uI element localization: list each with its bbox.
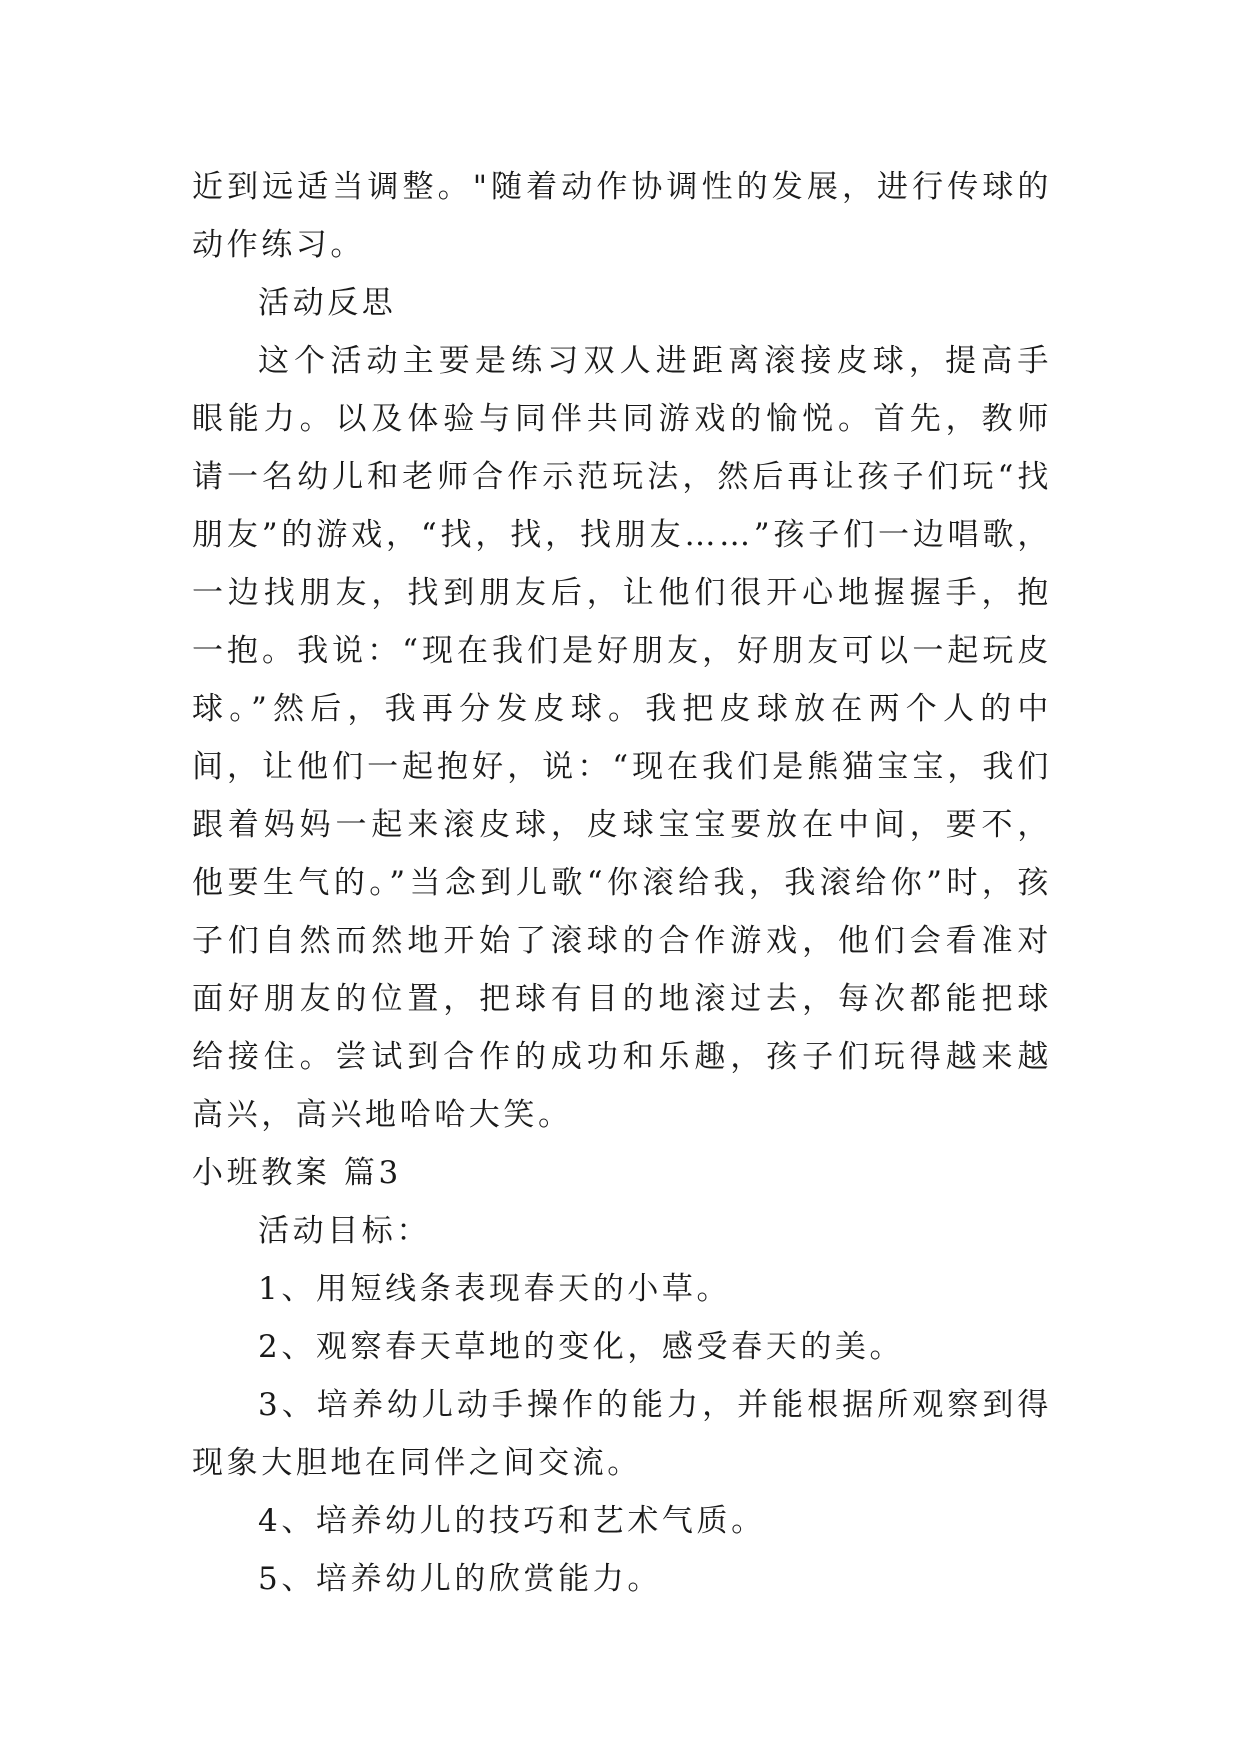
paragraph-reflection-body: 这个活动主要是练习双人进距离滚接皮球，提高手眼能力。以及体验与同伴共同游戏的愉悦。首先，教师请一名幼儿和老师合作示范玩法，然后再让孩子们玩“找朋友”的游戏，“找，找，找朋友……”孩子们一边唱歌，一边找朋友，找到朋友后，让他们很开心地握握手，抱一抱。我说：“现在我们是好朋友，好朋友可以一起玩皮球。”然后，我再分发皮球。我把皮球放在两个人的中间，让他们一起抱好，说：“现在我们是熊猫宝宝，我们跟着妈妈一起来滚皮球，皮球宝宝要放在中间，要不，他要生气的。”当念到儿歌“你滚给我，我滚给你”时，孩子们自然而然地开始了滚球的合作游戏，他们会看准对面好朋友的位置，把球有目的地滚过去，每次都能把球给接住。尝试到合作的成功和乐趣，孩子们玩得越来越高兴，高兴地哈哈大笑。 [192, 343, 1052, 1133]
goal-item-4: 4、培养幼儿的技巧和艺术气质。 [258, 1503, 766, 1539]
section-heading-lesson-3: 小班教案 篇3 [192, 1155, 402, 1191]
section-label-activity-reflection: 活动反思 [258, 285, 397, 321]
goal-item-5: 5、培养幼儿的欣赏能力。 [258, 1561, 662, 1597]
document-body [192, 158, 1052, 1608]
section-label-activity-goals: 活动目标： [258, 1213, 431, 1249]
goal-item-1: 1、用短线条表现春天的小草。 [258, 1271, 732, 1307]
goal-item-2: 2、观察春天草地的变化，感受春天的美。 [258, 1329, 905, 1365]
goal-item-3: 3、培养幼儿动手操作的能力，并能根据所观察到得现象大胆地在同伴之间交流。 [192, 1387, 1052, 1481]
paragraph-continued-text: 近到远适当调整。"随着动作协调性的发展，进行传球的动作练习。 [192, 169, 1052, 263]
